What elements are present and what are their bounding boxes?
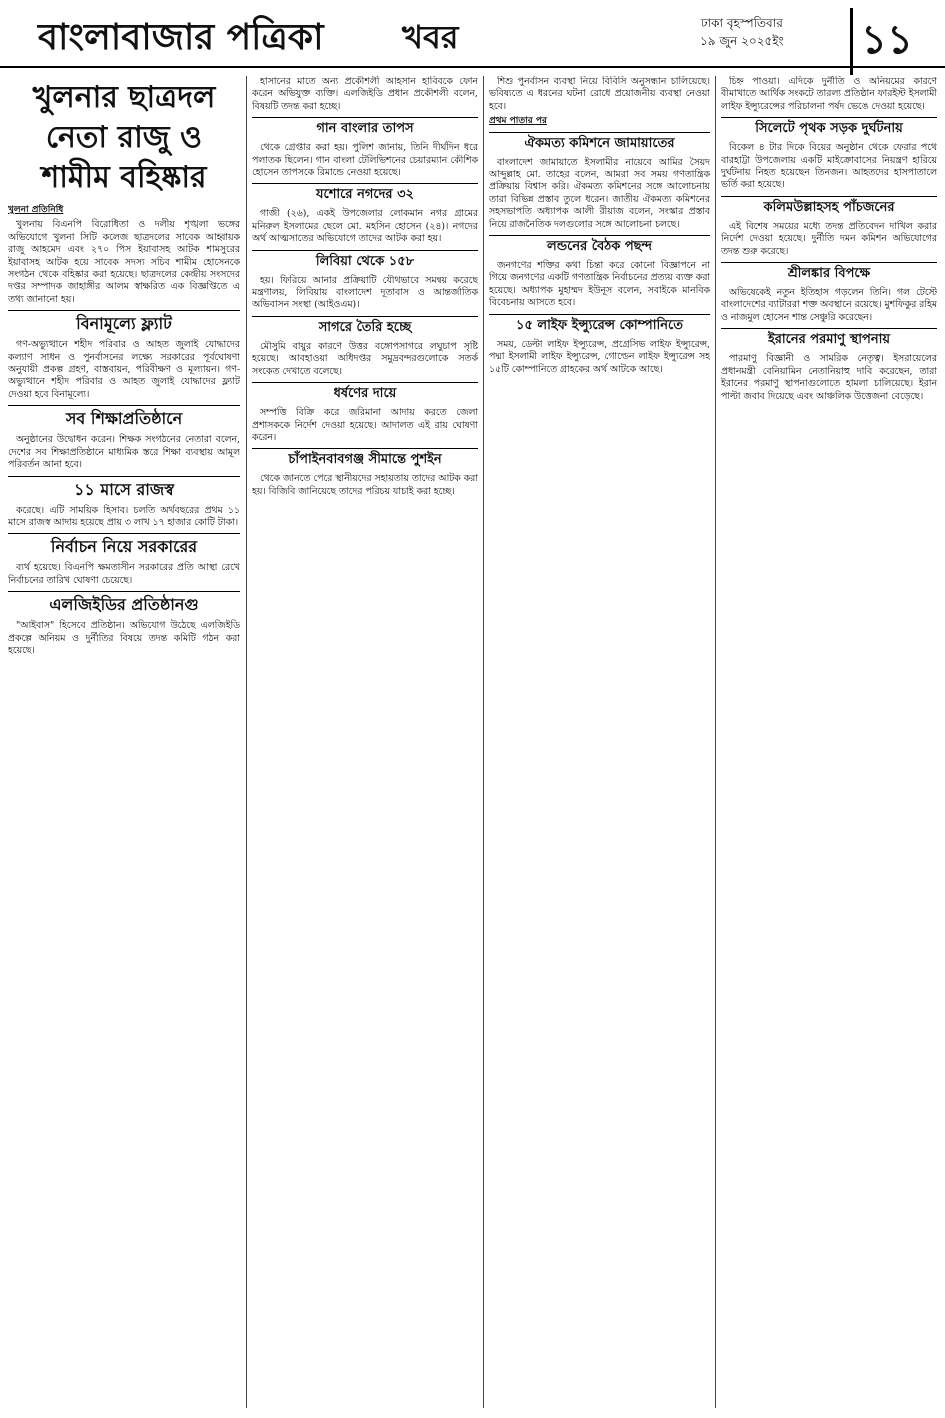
section-title: খবর bbox=[402, 18, 459, 56]
subheadline: ঐকমত্য কমিশনে জামায়াতের bbox=[489, 132, 710, 153]
subheadline: সাগরে তৈরি হচ্ছে bbox=[252, 316, 478, 337]
subheadline: লিবিয়া থেকে ১৫৮ bbox=[252, 250, 478, 271]
column-1 bbox=[8, 76, 240, 1411]
article-text: সম্পত্তি বিক্রি করে জরিমানা আদায় করতে জেলা প্রশাসককে নির্দেশ দেওয়া হয়েছে। আদালত এই রায় ঘোষণা করেন। bbox=[252, 407, 478, 443]
page-number: ১১ bbox=[850, 8, 913, 75]
article-text: শিশু পুনর্বাসন ব্যবস্থা নিয়ে বিবিসি অনুসন্ধান চালিয়েছে। ভবিষ্যতে এ ধরনের ঘটনা রোধে প্রয়োজনীয় ব্যবস্থা নেওয়া হবে। bbox=[489, 76, 710, 112]
column-3 bbox=[489, 76, 710, 1411]
article-text: চিহ্ন পাওয়া। এদিকে দুর্নীতি ও অনিয়মের কারণে বীমাখাতে আর্থিক সংকটে তারল্য প্রতিষ্ঠান ফারইস্ট ইসলামী লাইফ ইন্স্যুরেন্সের পরিচালনা পর্ষদ ভেঙে দেওয়া হয়েছে। bbox=[721, 76, 937, 112]
article-text: করেছে। এটি সাময়িক হিসাব। চলতি অর্থবছরের প্রথম ১১ মাসে রাজস্ব আদায় হয়েছে প্রায় ৩ লাখ ১৭ হাজার কোটি টাকা। bbox=[8, 504, 240, 528]
subheadline: শ্রীলঙ্কার বিপক্ষে bbox=[721, 262, 937, 283]
column-4 bbox=[721, 76, 937, 1411]
article-text: হয়। ফিরিয়ে আনার প্রক্রিয়াটি যৌথভাবে সমন্বয় করেছে মন্ত্রণালয়, লিবিয়ায় বাংলাদেশ দূতাবাস ও আন্তর্জাতিক অভিবাসন সংস্থা (আইওএম)। bbox=[252, 274, 478, 311]
newspaper-logo: বাংলাবাজার পত্রিকা bbox=[38, 16, 324, 58]
subheadline: এলজিইডির প্রতিষ্ঠানগু bbox=[8, 591, 240, 616]
subheadline: সিলেটে পৃথক সড়ক দুর্ঘটনায় bbox=[721, 117, 937, 138]
article-text: থেকে জানতে পেরে স্থানীয়দের সহায়তায় তাদের আটক করা হয়। বিজিবি জানিয়েছে তাদের পরিচয় যাচাই করা হচ্ছে। bbox=[252, 473, 478, 497]
subheadline: লন্ডনের বৈঠক পছন্দ bbox=[489, 235, 710, 256]
subheadline: কলিমউল্লাহসহ পাঁচজনের bbox=[721, 196, 937, 217]
article-text: খুলনায় বিএনপি বিরোধিতা ও দলীয় শৃঙ্খলা ভঙ্গের অভিযোগে খুলনা সিটি কলেজ ছাত্রদলের সাবেক আহ্বায়ক রাজু আহমেদ এবং ২৭০ পিস ইয়াবাসহ আটক শামসুরের ইয়াবাসহ আটক হয়ে সাবেক সদস্য সচিব শামীম হোসেনকে সংগঠন থেকে বহিষ্কার করা হয়েছে। ছাত্রদলের কেন্দ্রীয় সংসদের দপ্তর সম্পাদক জাহাঙ্গীর আলম স্বাক্ষরিত এক বিজ্ঞপ্তিতে এ তথ্য জানানো হয়। bbox=[8, 219, 240, 305]
article-text: "আইবাস" হিসেবে প্রতিষ্ঠান। অভিযোগ উঠেছে এলজিইডি প্রকল্পে অনিয়ম ও দুর্নীতির বিষয়ে তদন্ত কমিটি গঠন করা হয়েছে। bbox=[8, 620, 240, 656]
article-text: ব্যর্থ হয়েছে। বিএনপি ক্ষমতাসীন সরকারের প্রতি আস্থা রেখে নির্বাচনের তারিখ ঘোষণা চেয়েছে। bbox=[8, 562, 240, 586]
subheadline: সব শিক্ষাপ্রতিষ্ঠানে bbox=[8, 405, 240, 430]
subheadline: ইরানের পরমাণু স্থাপনায় bbox=[721, 328, 937, 349]
article-text: জনগণের শক্তির কথা চিন্তা করে কোনো বিজ্ঞাপনে না গিয়ে জনগণের একটি গণতান্ত্রিক নির্বাচনের প্রত্যয় ব্যক্ত করা হয়েছে। অধ্যাপক মুহাম্মদ ইউনূস বলেন, সবাইকে মানবিক বিবেচনায় আসতে হবে। bbox=[489, 260, 710, 309]
subheadline: চাঁপাইনবাবগঞ্জ সীমান্তে পুশইন bbox=[252, 448, 478, 469]
column-rule bbox=[715, 76, 716, 1408]
column-rule bbox=[483, 76, 484, 1408]
headline: খুলনার ছাত্রদল নেতা রাজু ও শামীম বহিষ্কার bbox=[32, 80, 216, 195]
column-2 bbox=[252, 76, 478, 1411]
article-text: অভিষেকেই নতুন ইতিহাস গড়লেন তিনি। গল টেস্টে বাংলাদেশের ব্যাটাররা শক্ত অবস্থানে রয়েছে। মুশফিকুর রহিম ও নাজমুল হোসেন শান্ত সেঞ্চুরি করেছেন। bbox=[721, 287, 937, 323]
article-text: বাংলাদেশ জামায়াতে ইসলামীর নায়েবে আমির সৈয়দ আব্দুল্লাহ মো. তাহের বলেন, আমরা সব সময় গণতান্ত্রিক প্রক্রিয়ায় বিশ্বাস করি। ঐকমত্য কমিশনের সঙ্গে আলোচনায় তারা বিভিন্ন প্রস্তাব তুলে ধরেন। জাতীয় ঐকমত্য কমিশনের সহসভাপতি অধ্যাপক আলী রীয়াজ বলেন, সংস্কার প্রস্তাব নিয়ে রাজনৈতিক দলগুলোর সঙ্গে আলোচনা চলছে। bbox=[489, 156, 710, 230]
article-text: সময়, ডেল্টা লাইফ ইন্স্যুরেন্স, প্রগ্রেসিভ লাইফ ইন্স্যুরেন্স, পদ্মা ইসলামী লাইফ ইন্স্যুরেন্স, গোল্ডেন লাইফ ইন্স্যুরেন্স সহ ১৫টি কোম্পানিতে গ্রাহকের অর্থ আটকে আছে। bbox=[489, 338, 710, 375]
subheadline: ১১ মাসে রাজস্ব bbox=[8, 476, 240, 501]
article-text: মৌসুমি বায়ুর কারণে উত্তর বঙ্গোপসাগরে লঘুচাপ সৃষ্টি হয়েছে। আবহাওয়া অধিদপ্তর সমুদ্রবন্দরগুলোকে সতর্ক সংকেত দেখাতে বলেছে। bbox=[252, 340, 478, 377]
byline: খুলনা প্রতিনিধি bbox=[8, 205, 64, 215]
article-text: গণ-অভ্যুত্থানে শহীদ পরিবার ও আহত জুলাই যোদ্ধাদের কল্যাণ সাধন ও পুনর্বাসনের লক্ষ্যে সরকারের পূর্বঘোষণা অনুযায়ী প্রকল্প গ্রহণ, বাস্তবায়ন, পরিবীক্ষণ ও মূল্যায়ন। গণ-অভ্যুত্থানে শহীদ পরিবার ও আহত জুলাই যোদ্ধাদের ফ্ল্যাট দেওয়া হবে বিনামূল্যে। bbox=[8, 339, 240, 400]
subheadline: গান বাংলার তাপস bbox=[252, 117, 478, 138]
article-text: এই বিশেষ সময়ের মধ্যে তদন্ত প্রতিবেদন দাখিল করার নির্দেশ দেওয়া হয়েছে। দুর্নীতি দমন কমিশন অভিযোগের তদন্ত শুরু করেছে। bbox=[721, 220, 937, 257]
article-text: হাসানের মাতে অন্য প্রকৌশলী আহসান হাবিবকে ফোন করেন অভিযুক্ত ব্যক্তি। এলজিইডি প্রধান প্রকৌশলী বলেন, বিষয়টি তদন্ত করা হচ্ছে। bbox=[252, 76, 478, 112]
article-text: অনুষ্ঠানের উদ্বোধন করেন। শিক্ষক সংগঠনের নেতারা বলেন, দেশের সব শিক্ষাপ্রতিষ্ঠানে মাধ্যমিক স্তরে শিক্ষা ব্যবস্থায় আমূল পরিবর্তন আনা হবে। bbox=[8, 434, 240, 471]
weekday: ঢাকা বৃহস্পতিবার bbox=[700, 16, 783, 30]
article-text: পারমাণু বিজ্ঞানী ও সামরিক নেতৃত্ব। ইসরায়েলের প্রধানমন্ত্রী বেনিয়ামিন নেতানিয়াহু দাবি করেছেন, তারা ইরানের পরমাণু স্থাপনাগুলোতে হামলা চালিয়েছে। ইরান পাল্টা জবাব দিয়েছে এবং আঞ্চলিক উত্তেজনা বেড়েছে। bbox=[721, 353, 937, 402]
date-block bbox=[700, 14, 784, 50]
column-rule bbox=[246, 76, 247, 1408]
continued-label: প্রথম পাতার পর bbox=[489, 116, 547, 127]
subheadline: ধর্ষণের দায়ে bbox=[252, 382, 478, 403]
masthead bbox=[0, 0, 945, 68]
article-text: বিকেল ৪ টার দিকে বিয়ের অনুষ্ঠান থেকে ফেরার পথে বারহাট্টা উপজেলায় একটি মাইক্রোবাসের নিয়ন্ত্রণ হারিয়ে দুর্ঘটনায় নিহত হয়েছেন তিনজন। আহতদের হাসপাতালে ভর্তি করা হয়েছে। bbox=[721, 142, 937, 191]
article-text: গাজী (২৬), একই উপজেলার লোকমান নগর গ্রামের মনিরুল ইসলামের ছেলে মো. মহসিন হোসেন (২৪)। নগদের অর্থ আত্মসাতের অভিযোগে তাদের আটক করা হয়। bbox=[252, 208, 478, 245]
subheadline: ১৫ লাইফ ইন্স্যুরেন্স কোম্পানিতে bbox=[489, 314, 710, 335]
subheadline: নির্বাচন নিয়ে সরকারের bbox=[8, 533, 240, 558]
subheadline: যশোরে নগদের ৩২ bbox=[252, 183, 478, 204]
date: ১৯ জুন ২০২৫ইং bbox=[700, 34, 784, 48]
subheadline: বিনামূল্যে ফ্ল্যাট bbox=[8, 310, 240, 335]
article-text: থেকে গ্রেপ্তার করা হয়। পুলিশ জানায়, তিনি দীর্ঘদিন ধরে পলাতক ছিলেন। গান বাংলা টেলিভিশনের চেয়ারম্যান কৌশিক হোসেন তাপসকে রিমান্ডে নেওয়া হয়েছে। bbox=[252, 142, 478, 179]
